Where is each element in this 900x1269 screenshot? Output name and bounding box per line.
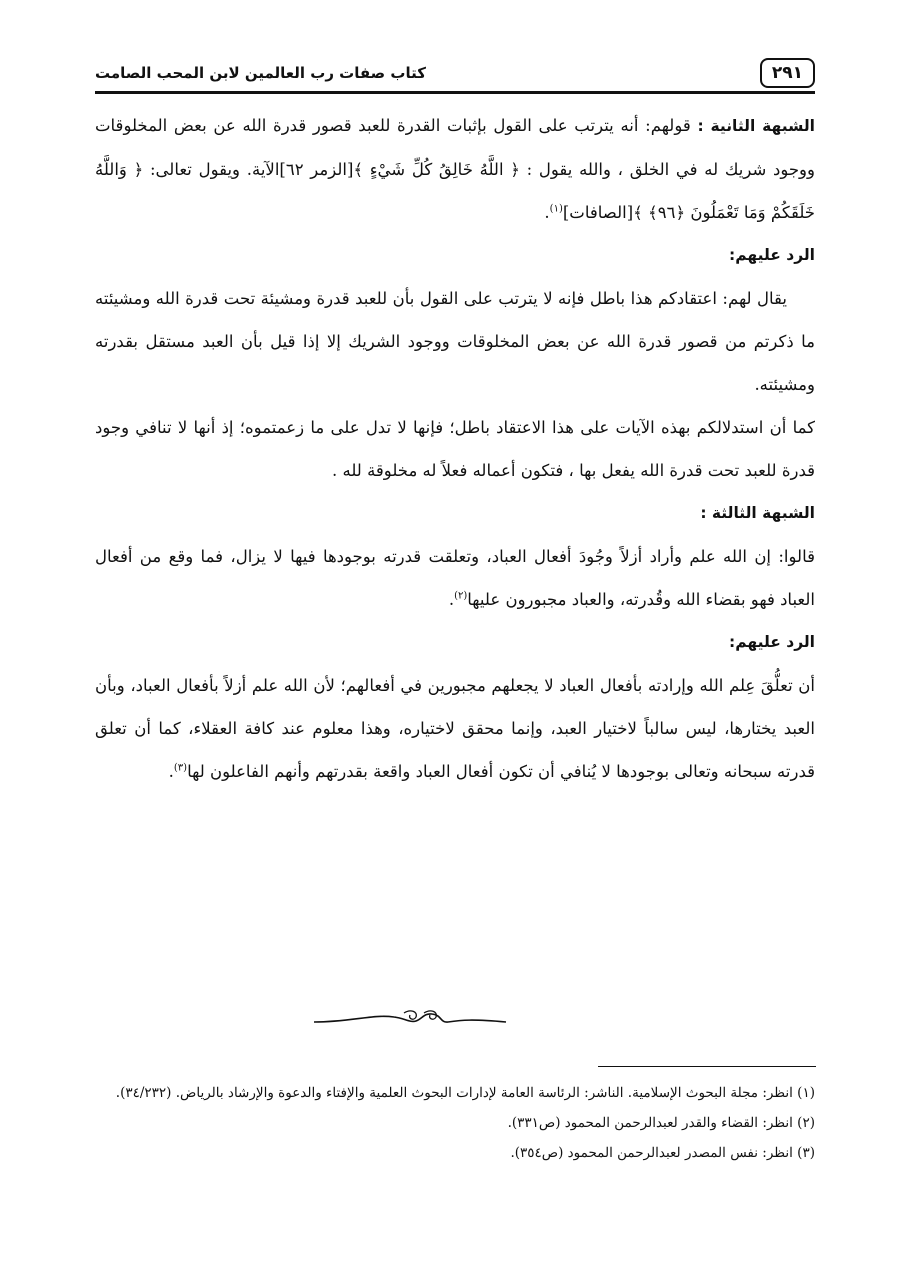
section2-text-line1: قولهم: أنه يترتب على القول بإثبات القدرة للعبد قصور قدرة الله عن بعض المخلوقات xyxy=(95,116,691,135)
footnotes xyxy=(95,1078,815,1168)
page-number: ٢٩١ xyxy=(760,58,815,88)
footnote-1: (١) انظر: مجلة البحوث الإسلامية. الناشر: الرئاسة العامة لإدارات البحوث العلمية والإفتاء والدعوة والإرشاد بالرياض. (٣٤/٢٣٢). xyxy=(115,1085,815,1101)
section2-paragraph: الشبهة الثانية : قولهم: أنه يترتب على القول بإثبات القدرة للعبد قصور قدرة الله عن بعض المخلوقات ووجود شريك له في الخلق ، والله يقول : ﴿ اللَّهُ خَالِقُ كُلِّ شَيْءٍ ﴾[الزمر ٦٢]الآية. ويقول تعالى: ﴿ وَاللَّهُ خَلَقَكُمْ وَمَا تَعْمَلُونَ ﴿٩٦﴾ ﴾[الصافات]$^{(١)}$. xyxy=(95,116,815,222)
header-divider xyxy=(95,91,815,94)
footnote-ref-2: (٢) xyxy=(454,590,468,602)
reply1-paragraph2: كما أن استدلالكم بهذه الآيات على هذا الاعتقاد باطل؛ فإنها لا تدل على ما زعمتموه؛ إذ أنها لا تنافي وجود قدرة للعبد تحت قدرة الله يفعل بها ، فتكون أعماله فعلاً له مخلوقة لله . xyxy=(95,418,815,480)
section2-text-line2: ووجود شريك له في الخلق ، والله يقول : ﴿ اللَّهُ خَالِقُ كُلِّ شَيْءٍ ﴾[الزمر ٦٢]الآية. ويقول تعالى: ﴿ وَاللَّهُ خَلَقَكُمْ وَمَا xyxy=(95,160,815,222)
footnote-3: (٣) انظر: نفس المصدر لعبدالرحمن المحمود (ص٣٥٤). xyxy=(510,1145,815,1161)
main-text xyxy=(95,104,815,793)
reply2-text: أن تعلُّقَ عِلم الله وإرادته بأفعال العباد لا يجعلهم مجبورين في أفعالهم؛ لأن الله علم أزلاً بأفعال العباد، وبأن العبد يختارها، ليس سالباً لاختيار العبد، وإنما محقق لاختياره، وهذا معلوم عند كافة العقلاء، كما أن تعلق قدرته سبحانه وتعالى بوجودها لا يُنافي أن تكون أفعال العباد واقعة بقدرتهم وأنهم الفاعلون لها xyxy=(95,676,815,781)
reply1-heading: الرد عليهم: xyxy=(729,246,815,264)
footnote-ref-3: (٣) xyxy=(173,762,188,774)
book-title: كتاب صفات رب العالمين لابن المحب الصامت xyxy=(95,64,426,82)
reply2-paragraph: أن تعلُّقَ عِلم الله وإرادته بأفعال العباد لا يجعلهم مجبورين في أفعالهم؛ لأن الله علم أزلاً بأفعال العباد، وبأن العبد يختارها، ليس سالباً لاختيار العبد، وإنما محقق لاختياره، وهذا معلوم عند كافة العقلاء، كما أن تعلق قدرته سبحانه وتعالى بوجودها لا يُنافي أن تكون أفعال العباد واقعة بقدرتهم وأنهم الفاعلون لها$^{(٣)}$. xyxy=(95,676,815,781)
ornament-divider xyxy=(312,1005,508,1033)
section3-heading: الشبهة الثالثة : xyxy=(700,504,815,522)
footnote-2: (٢) انظر: القضاء والقدر لعبدالرحمن المحمود (ص٣٣١). xyxy=(507,1115,815,1131)
section2-text-line3: تَعْمَلُونَ ﴿٩٦﴾ ﴾[الصافات] xyxy=(562,203,739,222)
reply2-heading: الرد عليهم: xyxy=(729,633,815,651)
section3-text: قالوا: إن الله علم وأراد أزلاً وجُودَ أفعال العباد، وتعلقت قدرته بوجودها فيها لا يزال، فما وقع من أفعال العباد فهو بقضاء الله وقُدرته، والعباد مجبورون عليها xyxy=(95,547,815,609)
footnote-divider xyxy=(598,1066,816,1067)
page-header xyxy=(95,55,815,91)
reply1-paragraph1: يقال لهم: اعتقادكم هذا باطل فإنه لا يترتب على القول بأن للعبد قدرة ومشيئة تحت قدرة الله ومشيئته ما ذكرتم من قصور قدرة الله عن بعض المخلوقات ووجود الشريك إلا إذا قيل بأن العبد مستقل بقدرته ومشيئته. xyxy=(95,289,815,394)
footnote-ref-1: (١) xyxy=(549,203,563,215)
section3-paragraph: قالوا: إن الله علم وأراد أزلاً وجُودَ أفعال العباد، وتعلقت قدرته بوجودها فيها لا يزال، فما وقع من أفعال العباد فهو بقضاء الله وقُدرته، والعباد مجبورون عليها$^{(٢)}$. xyxy=(95,547,815,609)
section2-heading: الشبهة الثانية : xyxy=(697,117,815,135)
